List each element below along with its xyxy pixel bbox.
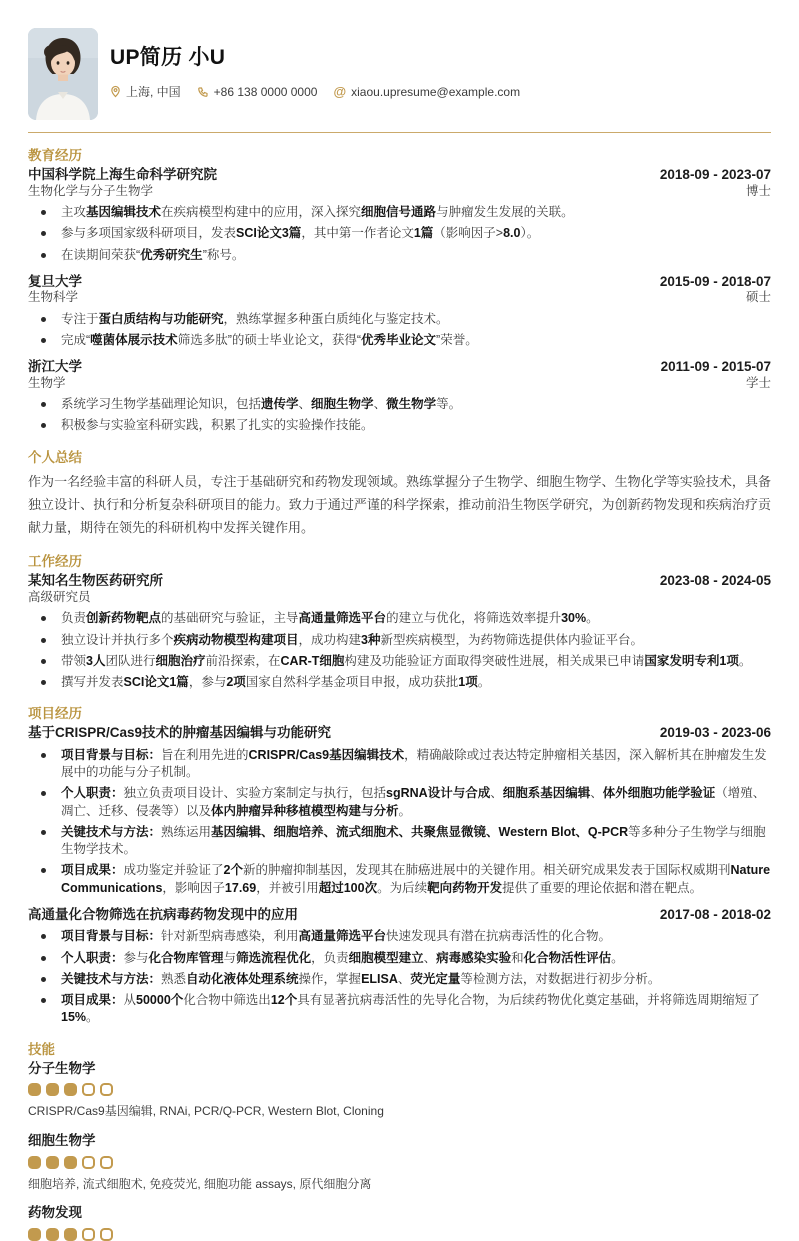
bold-text: 体内肿瘤异种移植模型构建与分析	[211, 803, 399, 818]
bullet-text	[61, 611, 599, 625]
skill-item	[28, 1061, 771, 1120]
entry-head	[28, 274, 771, 290]
bold-text: 个人职责：	[61, 786, 124, 801]
bullet-item	[28, 247, 771, 264]
bold-text: 超过100次	[318, 880, 378, 895]
profile-photo	[28, 28, 98, 120]
plain-text: 前沿探索，在	[205, 653, 281, 668]
plain-text: ，其中第一作者论文	[301, 226, 414, 241]
bold-text: 细胞治疗	[155, 653, 206, 668]
bold-text: 病毒感染实验	[436, 950, 512, 965]
bold-text: 体外细胞功能学验证	[602, 786, 716, 801]
skill-dot-empty	[82, 1228, 95, 1241]
plain-text: 。	[586, 611, 599, 626]
bold-text: 优秀毕业论文	[361, 332, 437, 347]
bullet-item	[28, 311, 771, 328]
bullet-item	[28, 674, 771, 691]
plain-text: 等检测方法，对数据进行初步分析。	[460, 971, 661, 986]
bold-text: 国家发明专利1项	[644, 653, 739, 668]
bullet-item	[28, 417, 771, 434]
entry-date: 2018-09 - 2023-07	[659, 167, 771, 183]
plain-text: 积极参与实验室科研实践，积累了扎实的实验操作技能。	[61, 418, 374, 433]
plain-text: 新型疾病模型，为药物筛选提供体内验证平台。	[380, 632, 644, 647]
bold-text: sgRNA设计与合成	[386, 786, 491, 801]
plain-text: 。	[611, 950, 624, 965]
bullet-item	[28, 225, 771, 242]
plain-text: 熟悉	[161, 971, 187, 986]
phone-icon	[197, 86, 209, 98]
bold-text: 30%	[561, 611, 587, 626]
bold-text: 创新药物靶点	[86, 611, 162, 626]
skill-dot-empty	[100, 1228, 113, 1241]
plain-text: 提供了重要的理论依据和潜在靶点。	[502, 880, 703, 895]
skill-level	[28, 1156, 771, 1169]
skill-dot-empty	[100, 1083, 113, 1096]
bullet-text	[61, 786, 765, 817]
plain-text: 主攻	[61, 205, 87, 220]
entry-bullets	[28, 610, 771, 691]
bold-text: 细胞信号通路	[361, 205, 437, 220]
entry-head	[28, 167, 771, 183]
entry-degree: 博士	[745, 183, 771, 198]
plain-text: 。	[738, 653, 752, 668]
bold-text: 1项	[458, 675, 478, 689]
bold-text: 3人	[86, 653, 106, 668]
bold-text: 高通量筛选平台	[298, 611, 387, 626]
entry-subtitle: 高级研究员	[28, 589, 91, 604]
bold-text: 15%	[61, 1010, 87, 1025]
bold-text: 优秀研究生	[140, 247, 203, 262]
bold-text: 2项	[226, 675, 246, 689]
plain-text: 化合物中筛选出	[183, 993, 271, 1008]
plain-text: ）。	[520, 226, 540, 241]
education-entries	[28, 167, 771, 434]
bold-text: 噬菌体展示技术	[90, 332, 178, 347]
bold-text: 个人职责：	[61, 950, 124, 965]
contact-row	[110, 83, 520, 100]
bold-text: 自动化液体处理系统	[186, 971, 299, 986]
entry-bullets	[28, 311, 771, 350]
bold-text: 50000个	[136, 993, 184, 1008]
skill-detail: 细胞培养, 流式细胞术, 免疫荧光, 细胞功能 assays, 原代细胞分离	[28, 1176, 372, 1191]
bullet-item	[28, 332, 771, 349]
skill-name: 分子生物学	[28, 1060, 96, 1076]
entry-title: 中国科学院上海生命科学研究院	[28, 167, 217, 183]
bold-text: CAR-T细胞	[280, 653, 345, 668]
plain-text: （影响因子>	[433, 226, 504, 241]
bold-text: 荧光定量	[410, 971, 461, 986]
plain-text: ，影响因子	[162, 880, 225, 895]
entry-title: 基于CRISPR/Cas9技术的肿瘤基因编辑与功能研究	[28, 725, 332, 741]
entry-date: 2011-09 - 2015-07	[660, 359, 771, 375]
bold-text: 筛选流程优化	[236, 950, 312, 965]
plain-text: 筛选多肽”的硕士毕业论文，获得“	[177, 332, 362, 347]
bullet-text	[61, 654, 751, 668]
bold-text: 项目成果：	[61, 863, 124, 878]
section-title-summary: 个人总结	[28, 449, 82, 465]
contact-phone-text: +86 138 0000 0000	[213, 84, 318, 99]
entry-title: 某知名生物医药研究所	[28, 573, 163, 589]
entry-subtitle: 生物学	[28, 375, 66, 390]
plain-text: 。	[477, 675, 491, 689]
plain-text: 独立设计并执行多个	[61, 632, 174, 647]
bullet-item	[28, 992, 771, 1027]
bold-text: 高通量筛选平台	[298, 929, 387, 944]
skill-name: 药物发现	[28, 1205, 82, 1221]
plain-text: 参与	[123, 950, 149, 965]
entry-date: 2019-03 - 2023-06	[659, 725, 771, 741]
skill-dot-filled	[64, 1228, 77, 1241]
entry-date: 2023-08 - 2024-05	[659, 573, 771, 589]
plain-text: 、	[423, 950, 437, 965]
section-title-skills: 技能	[28, 1041, 55, 1057]
bullet-item	[28, 632, 771, 649]
plain-text: 的建立与优化，将筛选效率提升	[386, 611, 562, 626]
plain-text: 操作，掌握	[298, 971, 362, 986]
entry-degree: 硕士	[745, 290, 771, 305]
bold-text: 细胞模型建立	[348, 950, 424, 965]
entry-head	[28, 359, 771, 375]
contact-email-text: xiaou.upresume@example.com	[351, 84, 521, 99]
resume-entry	[28, 359, 771, 434]
bullet-item	[28, 862, 771, 897]
plain-text: 系统学习生物学基础理论知识，包括	[61, 397, 262, 412]
plain-text: 从	[123, 993, 137, 1008]
entry-head	[28, 573, 771, 589]
bold-text: SCI论文1篇	[123, 675, 189, 689]
section-education	[28, 148, 771, 435]
skill-item	[28, 1133, 771, 1192]
avatar	[28, 28, 98, 120]
bold-text: 基因编辑、细胞培养、流式细胞术、共聚焦显微镜、Western Blot、Q-PCR	[211, 824, 629, 839]
entry-bullets	[28, 396, 771, 435]
entry-title: 高通量化合物筛选在抗病毒药物发现中的应用	[28, 906, 298, 922]
entry-subrow	[28, 290, 771, 304]
bold-text: 细胞系基因编辑	[502, 786, 591, 801]
entry-subrow	[28, 376, 771, 390]
plain-text: 与	[223, 950, 237, 965]
bold-text: 17.69	[224, 880, 257, 895]
skill-dot-empty	[82, 1156, 95, 1169]
plain-text: 参与多项国家级科研项目，发表	[61, 226, 237, 241]
bullet-item	[28, 747, 771, 782]
bullet-text	[61, 951, 624, 965]
section-title-projects: 项目经历	[28, 706, 82, 722]
plain-text: 构建及功能验证方面取得突破性进展，相关成果已申请	[344, 653, 645, 668]
summary-text: 作为一名经验丰富的科研人员，专注于基础研究和药物发现领域。熟练掌握分子生物学、细胞生物学、生物化学等实验技术，具备独立设计、执行和分析复杂科研项目的能力。致力于通过严谨的科学探索，推动前沿生物医学研究，为创新药物发现和疾病治疗贡献力量，期待在领先的科研机构中发挥关键作用。	[28, 473, 771, 536]
plain-text: 快速发现具有潜在抗病毒活性的化合物。	[386, 929, 612, 944]
location-pin-icon	[110, 85, 121, 98]
bullet-text	[61, 226, 539, 240]
entry-subrow	[28, 590, 771, 604]
plain-text: ，成功构建	[298, 632, 362, 647]
contact-location	[110, 83, 181, 100]
bold-text: 项目成果：	[61, 993, 124, 1008]
bold-text: 靶向药物开发	[427, 880, 503, 895]
skill-level	[28, 1083, 771, 1096]
plain-text: 团队进行	[105, 653, 156, 668]
section-title-work: 工作经历	[28, 554, 82, 570]
skill-dot-filled	[46, 1083, 59, 1096]
at-icon: @	[333, 84, 347, 100]
bullet-text	[61, 312, 449, 326]
entry-degree: 学士	[745, 375, 771, 390]
plain-text: 等多种分子生物学与细胞生物学技术。	[61, 824, 766, 857]
skill-dot-filled	[28, 1228, 41, 1241]
bold-text: 遗传学	[261, 397, 299, 412]
bullet-item	[28, 396, 771, 413]
bold-text: 化合物活性评估	[523, 950, 612, 965]
entry-bullets	[28, 928, 771, 1026]
bullet-item	[28, 824, 771, 859]
section-projects	[28, 706, 771, 1026]
plain-text: 与肿瘤发生发展的关联。	[436, 205, 574, 220]
skill-dot-empty	[82, 1083, 95, 1096]
skill-dot-filled	[46, 1156, 59, 1169]
plain-text: 新的肿瘤抑制基因，发现其在肺癌进展中的关键作用。相关研究成果发表于国际权威期刊	[242, 863, 731, 878]
plain-text: ”荣誉。	[436, 332, 478, 347]
plain-text: 熟练运用	[161, 824, 212, 839]
plain-text: 的基础研究与验证，主导	[161, 611, 299, 626]
plain-text: 、	[590, 786, 603, 801]
skill-detail: CRISPR/Cas9基因编辑, RNAi, PCR/Q-PCR, Western Blot, Cloning	[28, 1104, 384, 1119]
bold-text: 8.0	[503, 226, 521, 241]
plain-text: 成功鉴定并验证了	[123, 863, 224, 878]
entry-title: 浙江大学	[28, 359, 82, 375]
section-work	[28, 554, 771, 691]
entry-head	[28, 725, 771, 741]
bullet-text	[61, 397, 461, 411]
plain-text: 完成“	[61, 332, 91, 347]
entry-date: 2015-09 - 2018-07	[659, 273, 771, 289]
contact-phone	[197, 85, 318, 99]
bold-text: 关键技术与方法：	[61, 824, 162, 839]
bold-text: CRISPR/Cas9基因编辑技术	[248, 747, 405, 762]
bullet-item	[28, 610, 771, 627]
bold-text: 12个	[270, 993, 298, 1008]
bullet-text	[61, 633, 643, 647]
bold-text: 细胞生物学	[311, 397, 374, 412]
bold-text: 疾病动物模型构建项目	[173, 632, 299, 647]
bold-text: 2个	[223, 863, 243, 878]
plain-text: 负责	[61, 611, 87, 626]
candidate-name: UP简历 小U	[110, 46, 226, 69]
resume-entry	[28, 725, 771, 897]
entry-subtitle: 生物科学	[28, 290, 79, 305]
plain-text: 在疾病模型构建中的应用，深入探究	[161, 205, 362, 220]
plain-text: 和	[511, 950, 524, 965]
plain-text: 、	[490, 786, 503, 801]
skill-item	[28, 1205, 771, 1241]
plain-text: 。为后续	[377, 880, 428, 895]
plain-text: 独立负责项目设计、实验方案制定与执行，包括	[123, 786, 387, 801]
project-entries	[28, 725, 771, 1026]
plain-text: 。	[86, 1010, 99, 1025]
plain-text: 国家自然科学基金项目申报，成功获批	[245, 675, 459, 689]
entry-date: 2017-08 - 2018-02	[659, 906, 771, 922]
skills-list	[28, 1061, 771, 1241]
bullet-item	[28, 204, 771, 221]
plain-text: 、	[298, 397, 312, 412]
plain-text: 带领	[61, 653, 87, 668]
plain-text: 、	[373, 397, 387, 412]
skill-dot-filled	[28, 1156, 41, 1169]
entry-head	[28, 907, 771, 923]
skill-dot-filled	[64, 1083, 77, 1096]
bold-text: 蛋白质结构与功能研究	[98, 311, 224, 326]
plain-text: ，参与	[188, 675, 227, 689]
skill-level	[28, 1228, 771, 1241]
plain-text: 具有显著抗病毒活性的先导化合物，为后续药物优化奠定基础，并将筛选周期缩短了	[297, 993, 760, 1008]
entry-title: 复旦大学	[28, 273, 82, 289]
skill-dot-filled	[46, 1228, 59, 1241]
section-summary	[28, 450, 771, 540]
plain-text: 、	[397, 971, 411, 986]
bullet-text	[61, 205, 574, 219]
entry-bullets	[28, 204, 771, 264]
bold-text: 关键技术与方法：	[61, 971, 162, 986]
bullet-item	[28, 653, 771, 670]
bullet-text	[61, 863, 770, 894]
bullet-item	[28, 785, 771, 820]
bold-text: ELISA	[361, 971, 398, 986]
plain-text: 旨在利用先进的	[161, 747, 249, 762]
bold-text: 化合物库管理	[148, 950, 224, 965]
bullet-item	[28, 950, 771, 967]
plain-text: 专注于	[61, 311, 99, 326]
bullet-item	[28, 928, 771, 945]
bold-text: 1篇	[413, 226, 434, 241]
bullet-text	[61, 418, 374, 432]
plain-text: ”称号。	[202, 247, 245, 262]
work-entries	[28, 573, 771, 691]
bullet-text	[61, 748, 767, 779]
plain-text: 在读期间荣获“	[61, 247, 141, 262]
plain-text: 等。	[436, 397, 462, 412]
plain-text: 针对新型病毒感染，利用	[161, 929, 299, 944]
resume-entry	[28, 907, 771, 1027]
bullet-text	[61, 675, 490, 689]
plain-text: ，熟练掌握多种蛋白质纯化与鉴定技术。	[223, 311, 449, 326]
section-skills	[28, 1042, 771, 1241]
header-info	[110, 28, 520, 120]
skill-name: 细胞生物学	[28, 1133, 96, 1149]
entry-subrow	[28, 184, 771, 198]
bold-text: Nature Communications	[61, 863, 771, 895]
plain-text: 撰写并发表	[61, 675, 124, 689]
bullet-text	[61, 929, 611, 943]
skill-dot-empty	[100, 1156, 113, 1169]
entry-bullets	[28, 747, 771, 897]
plain-text: ，负责	[311, 950, 349, 965]
plain-text: （增殖、凋亡、迁移、侵袭等）以及	[61, 786, 766, 818]
plain-text: 。	[398, 803, 412, 818]
resume-entry	[28, 167, 771, 264]
resume-entry	[28, 573, 771, 691]
bold-text: 基因编辑技术	[86, 205, 162, 220]
bullet-text	[61, 333, 478, 347]
bullet-text	[61, 825, 766, 856]
bold-text: SCI论文3篇	[236, 226, 302, 241]
contact-location-text: 上海, 中国	[126, 85, 181, 100]
plain-text: ，并被引用	[256, 880, 319, 895]
contact-email	[333, 85, 520, 99]
resume-body	[28, 148, 771, 1241]
bullet-item	[28, 971, 771, 988]
header-divider	[28, 132, 771, 133]
bold-text: 3种	[361, 632, 381, 647]
skill-dot-filled	[28, 1083, 41, 1096]
resume-header	[28, 28, 771, 120]
bullet-text	[61, 248, 244, 262]
plain-text: ，精确敲除或过表达特定肿瘤相关基因，深入解析其在肿瘤发生发展中的功能与分子机制。	[61, 747, 767, 780]
bold-text: 项目背景与目标：	[61, 747, 162, 762]
section-title-education: 教育经历	[28, 148, 82, 163]
bullet-text	[61, 993, 760, 1024]
bold-text: 项目背景与目标：	[61, 929, 162, 944]
bold-text: 微生物学	[386, 397, 437, 412]
bullet-text	[61, 972, 660, 986]
skill-dot-filled	[64, 1156, 77, 1169]
entry-subtitle: 生物化学与分子生物学	[28, 183, 154, 198]
resume-entry	[28, 274, 771, 349]
